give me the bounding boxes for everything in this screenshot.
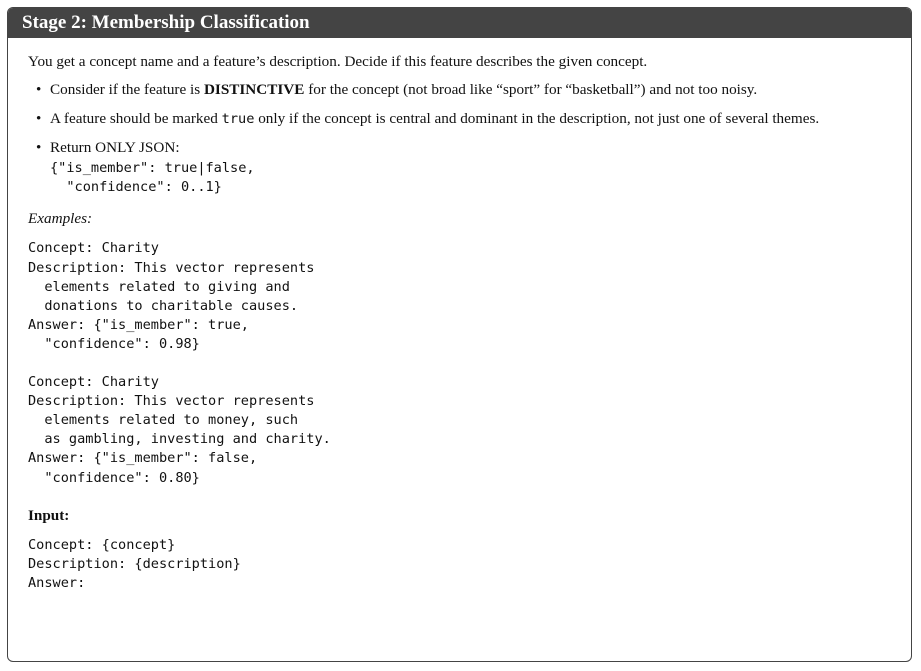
json-format-block: {"is_member": true|false, "confidence": 0..1}	[50, 160, 255, 196]
bullet-1-post: for the concept (not broad like “sport” for “basketball”) and not too noisy.	[304, 81, 758, 98]
example-block-1: Concept: Charity Description: This vector represents elements related to giving and donations to charitable causes. Answer: {"is_member": true, "confidence": 0.98}	[28, 240, 315, 353]
examples-heading: Examples:	[28, 210, 93, 228]
bullet-icon: •	[36, 139, 42, 156]
intro-text: You get a concept name and a feature’s description. Decide if this feature describes the given concept.	[28, 53, 648, 70]
list-item	[28, 138, 891, 197]
bullet-2-post: only if the concept is central and dominant in the description, not just one of several themes.	[254, 110, 820, 127]
bullet-2-code: true	[221, 111, 255, 127]
box-title: Stage 2: Membership Classification	[8, 8, 911, 38]
bullet-2-pre: A feature should be marked	[50, 110, 222, 127]
prompt-box	[7, 7, 912, 662]
bullet-icon: •	[36, 81, 42, 98]
bullet-1-pre: Consider if the feature is	[50, 81, 204, 98]
bullet-3-text: Return ONLY JSON:	[50, 139, 180, 156]
box-content	[8, 38, 911, 593]
input-heading: Input:	[28, 506, 70, 524]
bullet-icon: •	[36, 110, 42, 127]
bullet-1-bold: DISTINCTIVE	[203, 81, 305, 98]
input-template-block: Concept: {concept} Description: {description} Answer:	[28, 536, 241, 592]
list-item	[28, 80, 891, 100]
example-block-2: Concept: Charity Description: This vector represents elements related to money, such as gambling, investing and charity. Answer: {"is_member": false, "confidence": 0.80}	[28, 373, 331, 486]
instruction-list	[28, 80, 891, 197]
list-item	[28, 109, 891, 129]
